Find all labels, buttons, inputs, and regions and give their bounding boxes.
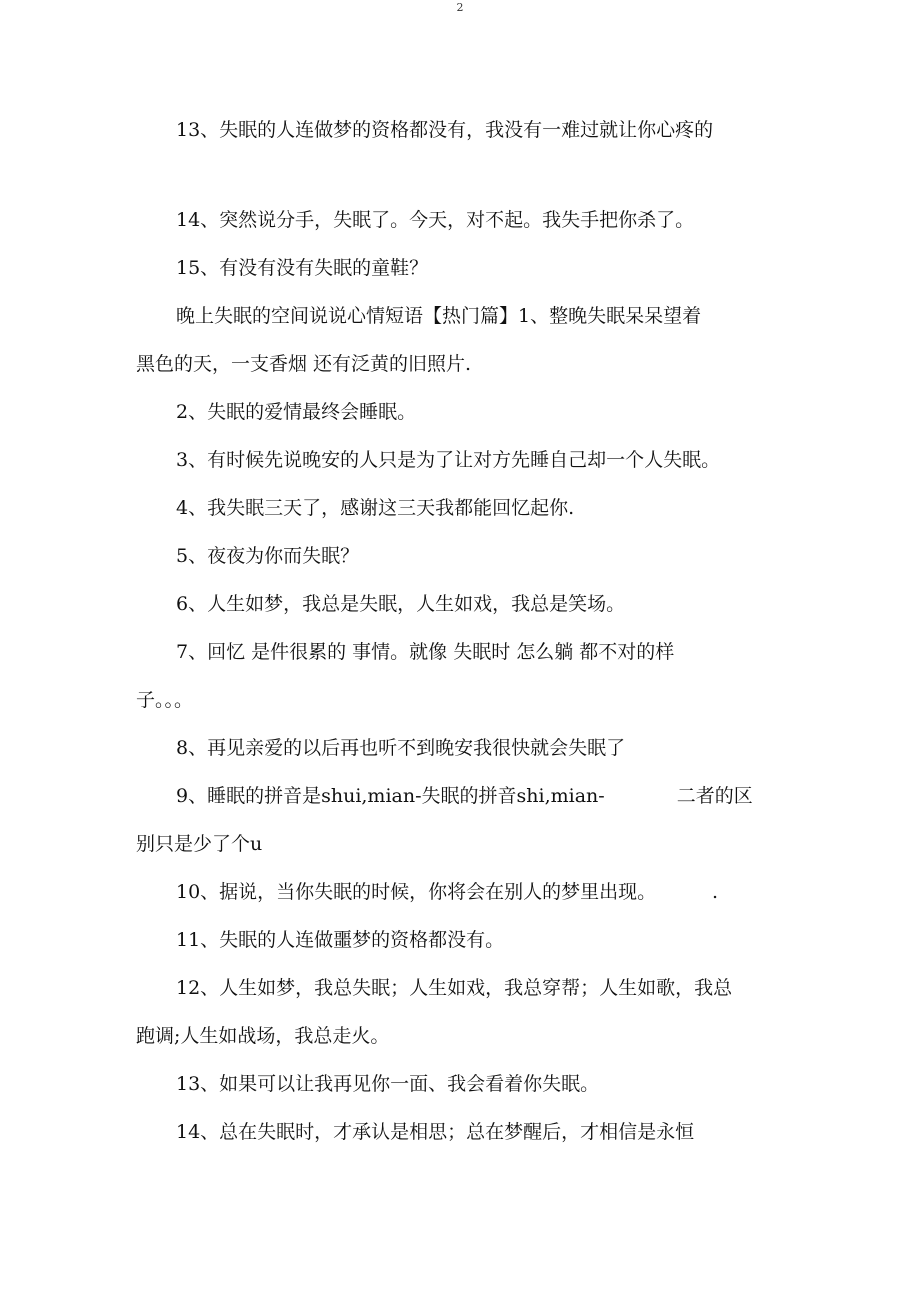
paragraph-line: 2、失眠的爱情最终会睡眠。 bbox=[176, 401, 417, 423]
paragraph-line: 13、如果可以让我再见你一面、我会看着你失眠。 bbox=[176, 1073, 600, 1095]
paragraph-line: 别只是少了个u bbox=[136, 833, 263, 855]
paragraph-line: 7、回忆 是件很累的 事情。就像 失眠时 怎么躺 都不对的样 bbox=[176, 641, 675, 663]
line-segment: 9、睡眠的拼音是shui,mian-失眠的拼音shi,mian- bbox=[176, 785, 605, 807]
paragraph-line: 晚上失眠的空间说说心情短语【热门篇】1、整晚失眠呆呆望着 bbox=[176, 305, 702, 327]
paragraph-line: 4、我失眠三天了，感谢这三天我都能回忆起你. bbox=[176, 497, 575, 519]
paragraph-line: 12、人生如梦，我总失眠；人生如戏，我总穿帮；人生如歌，我总 bbox=[176, 977, 733, 999]
paragraph-line: 黑色的天，一支香烟 还有泛黄的旧照片. bbox=[136, 353, 472, 375]
paragraph-line: 8、再见亲爱的以后再也听不到晚安我很快就会失眠了 bbox=[176, 737, 626, 759]
paragraph-line: 14、总在失眠时，才承认是相思；总在梦醒后，才相信是永恒 bbox=[176, 1121, 695, 1143]
paragraph-line: 6、人生如梦，我总是失眠，人生如戏，我总是笑场。 bbox=[176, 593, 626, 615]
paragraph-line: 3、有时候先说晚安的人只是为了让对方先睡自己却一个人失眠。 bbox=[176, 449, 721, 471]
paragraph-line: 10、据说，当你失眠的时候，你将会在别人的梦里出现。 bbox=[176, 881, 657, 903]
paragraph-line: 14、突然说分手，失眠了。今天，对不起。我失手把你杀了。 bbox=[176, 209, 695, 231]
stray-period: . bbox=[712, 881, 719, 903]
paragraph-line bbox=[176, 783, 753, 809]
paragraph-line: 13、失眠的人连做梦的资格都没有，我没有一难过就让你心疼的 bbox=[176, 119, 714, 141]
line-segment: 二者的区 bbox=[676, 785, 753, 807]
paragraph-line: 跑调;人生如战场，我总走火。 bbox=[136, 1025, 390, 1047]
paragraph-line: 5、夜夜为你而失眠？ bbox=[176, 545, 360, 567]
paragraph-line: 11、失眠的人连做噩梦的资格都没有。 bbox=[176, 929, 505, 951]
page-number: 2 bbox=[456, 1, 464, 14]
paragraph-line: 子。。。 bbox=[136, 689, 194, 711]
paragraph-line: 15、有没有没有失眠的童鞋？ bbox=[176, 257, 429, 279]
